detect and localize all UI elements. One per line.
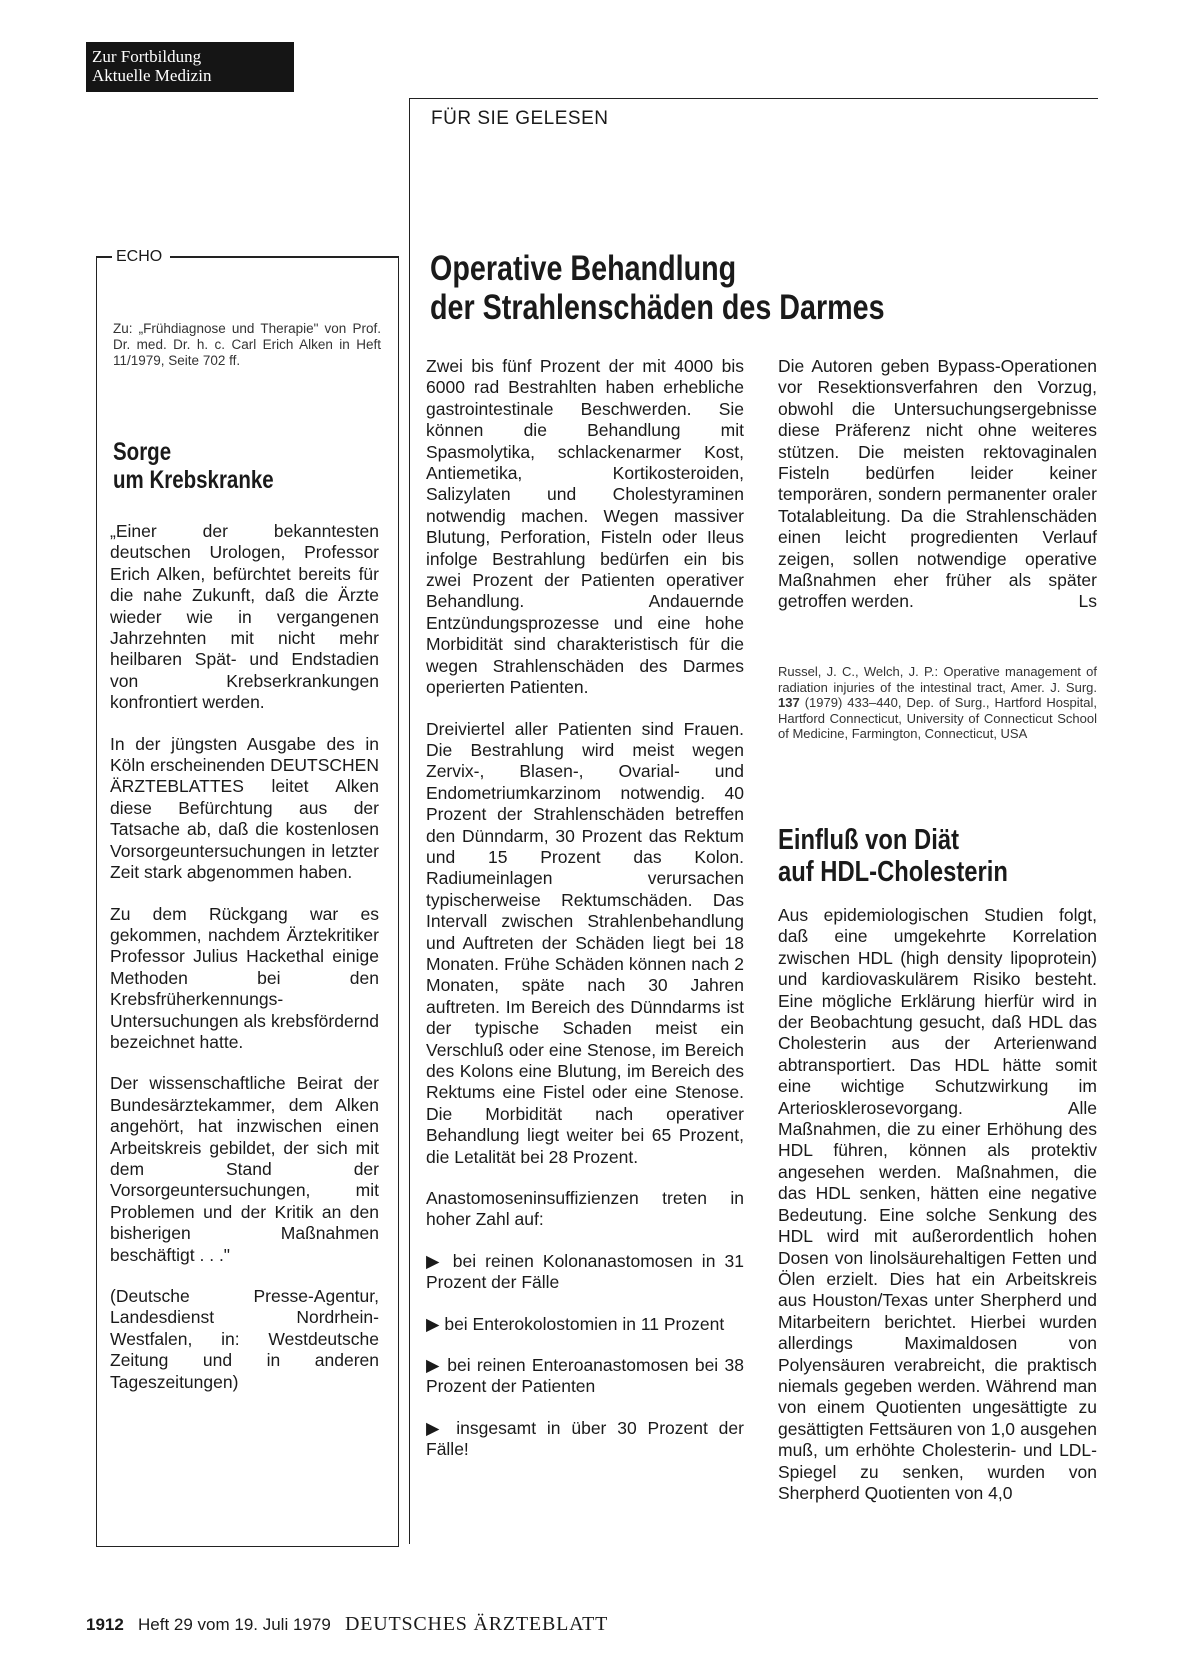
article-2-title-line-2: auf HDL-Cholesterin (778, 856, 1008, 888)
article-1-paragraph: Dreiviertel aller Patienten sind Frauen. Die Bestrahlung wird meist wegen Zervix-, Blasen-, Ovarial- und Endometriumkarzinom notwendig. 40 Prozent der Strahlenschäden betreffen den Dünndarm, 30 Prozent das Rektum und 15 Prozent das Kolon. Radiumeinlagen verursachen typischerweise Rektumschäden. Das Intervall zwischen Strahlenbehandlung und Auftreten der Schäden liegt bei 18 Monaten. Frühe Schäden können nach 2 Monaten, späte nach 30 Jahren auftreten. Im Bereich des Dünndarms ist der typische Schaden meist ein Verschluß oder eine Stenose, im Bereich des Kolons eine Blutung, im Bereich des Rektums eine Fistel oder eine Stenose. Die Morbidität nach operativer Behandlung liegt weiter bei 65 Prozent, die Letalität bei 28 Prozent. (426, 718, 744, 1167)
bullet-item (426, 1251, 744, 1294)
echo-body (110, 521, 379, 1413)
reference-text-after: (1979) 433–440, Dep. of Surg., Hartford Hospital, Hartford Connecticut, University of Connecticut School of Medicine, Farmington, Connecticut, USA (778, 695, 1097, 742)
echo-paragraph: „Einer der bekanntesten deutschen Urologen, Professor Erich Alken, befürchtet bereits für die nahe Zukunft, daß die Ärzte wieder wie in vergangenen Jahrzehnten mit nicht mehr heilbaren Spät- und Endstadien von Krebserkrankungen konfrontiert werden. (110, 521, 379, 713)
echo-title (113, 438, 392, 494)
article-1-title (430, 249, 938, 327)
article-1-paragraph: Anastomoseninsuffizienzen treten in hoher Zahl auf: (426, 1188, 744, 1230)
bullet-item (426, 1418, 744, 1461)
echo-reference: Zu: „Frühdiagnose und Therapie" von Prof. Dr. med. Dr. h. c. Carl Erich Alken in Heft 11/1979, Seite 702 ff. (113, 321, 381, 368)
echo-title-line-2: um Krebskranke (113, 466, 274, 494)
echo-box-top-right (170, 256, 399, 258)
header-line-2: Aktuelle Medizin (92, 66, 212, 85)
journal-name: DEUTSCHES ÄRZTEBLATT (344, 1613, 609, 1635)
article-1-column-1 (426, 356, 744, 1481)
reference-text-before: Russel, J. C., Welch, J. P.: Operative management of radiation injuries of the intestinal tract, Amer. J. Surg. (778, 664, 1097, 695)
article-2-body: Aus epidemiologischen Studien folgt, daß eine umgekehrte Korrelation zwischen HDL (high density lipoprotein) und kardiovaskulärem Risiko besteht. Eine mögliche Erklärung hierfür wird in der Beobachtung gesucht, daß HDL das Cholesterin aus der Arterienwand abtransportiert. Das HDL hätte somit eine wichtige Schutzwirkung im Arteriosklerosevorgang. Alle Maßnahmen, die zu einer Erhöhung des HDL führen, können als protektiv angesehen werden. Maßnahmen, die das HDL senken, hätten eine negative Bedeutung. Eine solche Senkung des HDL wird mit außerordentlich hohen Dosen von linolsäurehaltigen Fetten und Ölen erzielt. Dies hat ein Arbeitskreis aus Houston/Texas unter Sherpherd und Mitarbeitern berichtet. Hierbei wurden allerdings Maximaldosen von Polyensäuren verabreicht, die praktisch niemals gegeben werden. Während man von einem Quotienten ungesättigte zu gesättigten Fettsäuren von 1,0 ausgehen muß, um erhöhte Cholesterin- und LDL-Spiegel zu senken, wurden von Sherpherd Quotienten von 4,0 (778, 905, 1097, 1503)
echo-label: ECHO (116, 248, 163, 265)
bullet-text: bei Enterokolostomien in 11 Prozent (444, 1313, 725, 1334)
page-number: 1912 (86, 1615, 124, 1634)
bullet-text: insgesamt in über 30 Prozent der Fälle! (426, 1417, 744, 1460)
top-rule (410, 98, 1098, 99)
reference-volume: 137 (778, 695, 800, 711)
article-1-reference (778, 664, 1097, 742)
conclusion-text: Die Autoren geben Bypass-Operationen vor Resektionsverfahren den Vorzug, obwohl die Untersuchungsergebnisse diese Präferenz nicht ohne weiteres stützen. Die meisten rektovaginalen Fisteln bedürfen leider keiner temporären, sondern permanenter oraler Totalableitung. Da die Strahlenschäden einen leicht progredienten Verlauf zeigen, sollen notwendige operative Maßnahmen eher früher als später getroffen werden. (778, 356, 1097, 612)
bullet-item (426, 1355, 744, 1398)
issue-info: Heft 29 vom 19. Juli 1979 (138, 1615, 331, 1634)
page-footer (86, 1613, 608, 1636)
section-label: FÜR SIE GELESEN (431, 108, 609, 129)
echo-title-line-1: Sorge (113, 438, 172, 466)
bullet-text: bei reinen Enteroanastomosen bei 38 Prozent der Patienten (426, 1355, 744, 1397)
article-2-title (778, 824, 1090, 888)
bullet-item (426, 1314, 744, 1335)
bullet-arrow-icon: ▶ (426, 1355, 441, 1376)
header-line-1: Zur Fortbildung (92, 47, 202, 66)
bullet-text: bei reinen Kolonanastomosen in 31 Prozent der Fälle (426, 1250, 744, 1293)
echo-source: (Deutsche Presse-Agentur, Landesdienst Nordrhein-Westfalen, in: Westdeutsche Zeitung und in anderen Tageszeitungen) (110, 1286, 379, 1392)
echo-paragraph: In der jüngsten Ausgabe des in Köln erscheinenden DEUTSCHEN ÄRZTEBLATTES leitet Alken diese Befürchtung aus der Tatsache ab, daß die kostenlosen Vorsorgeuntersuchungen in letzter Zeit stark abgenommen haben. (110, 733, 379, 883)
bullet-arrow-icon: ▶ (426, 1417, 446, 1438)
bullet-arrow-icon: ▶ (426, 1313, 440, 1334)
bullet-arrow-icon: ▶ (426, 1250, 444, 1271)
article-1-paragraph: Zwei bis fünf Prozent der mit 4000 bis 6000 rad Bestrahlten haben erhebliche gastrointestinale Beschwerden. Sie können die Behandlung mit Spasmolytika, schlackenarmer Kost, Antiemetika, Kortikosteroiden, Salizylaten und Cholestyraminen notwendig machen. Wegen massiver Blutung, Perforation, Fisteln oder Ileus infolge Bestrahlung bedürfen ein bis zwei Prozent der Patienten operativer Behandlung. Andauernde Entzündungsprozesse und eine hohe Morbidität sind charakteristisch für die wegen Strahlenschäden des Darmes operierten Patienten. (426, 356, 744, 698)
article-1-column-2 (778, 356, 1097, 613)
article-1-conclusion (778, 356, 1097, 613)
echo-paragraph: Der wissenschaftliche Beirat der Bundesärztekammer, dem Alken angehört, hat inzwischen einen Arbeitskreis gebildet, der sich mit dem Stand der Vorsorgeuntersuchungen, mit Problemen und der Kritik an den bisherigen Maßnahmen beschäftigt . . ." (110, 1073, 379, 1265)
section-header-box (86, 42, 294, 92)
article-1-title-line-1: Operative Behandlung (430, 249, 737, 288)
echo-paragraph: Zu dem Rückgang war es gekommen, nachdem Ärztekritiker Professor Julius Hackethal einige Methoden bei den Krebsfrüherkennungs-Untersuchungen als krebsfördernd bezeichnet hatte. (110, 903, 379, 1052)
article-2-title-line-1: Einfluß von Diät (778, 824, 959, 856)
column-rule (409, 98, 410, 1544)
author-initials: Ls (1078, 591, 1097, 612)
echo-box-top-left (96, 256, 112, 258)
article-1-title-line-2: der Strahlenschäden des Darmes (430, 288, 885, 327)
